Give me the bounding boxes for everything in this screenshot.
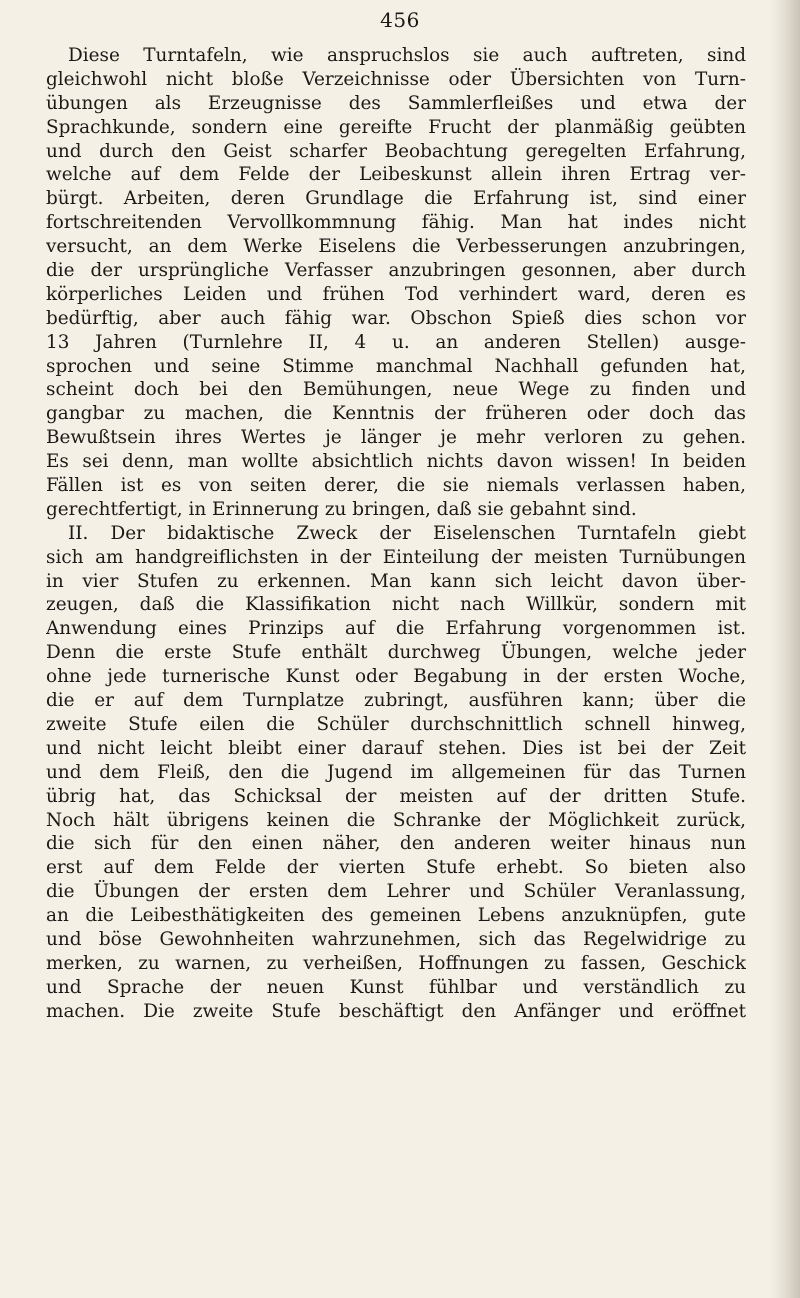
text-line: bedürftig, aber auch fähig war. Obschon Spieß dies schon vor (46, 307, 746, 329)
text-line: und dem Fleiß, den die Jugend im allgemeinen für das Turnen (46, 761, 746, 783)
text-line: sprochen und seine Stimme manchmal Nachhall gefunden hat, (46, 355, 746, 377)
text-line: welche auf dem Felde der Leibeskunst allein ihren Ertrag ver- (46, 164, 746, 186)
text-line: ohne jede turnerische Kunst oder Begabung in der ersten Woche, (46, 666, 746, 688)
text-line: sich am handgreiflichsten in der Einteilung der meisten Turnübungen (46, 546, 746, 568)
text-line: die er auf dem Turnplatze zubringt, ausführen kann; über die (46, 690, 746, 712)
text-line: zeugen, daß die Klassifikation nicht nach Willkür, sondern mit (46, 594, 746, 616)
text-line: gerechtfertigt, in Erinnerung zu bringen, daß sie gebahnt sind. (46, 498, 637, 520)
page-edge-shadow (770, 0, 800, 1298)
text-line: die Übungen der ersten dem Lehrer und Schüler Veranlassung, (46, 881, 746, 903)
text-line: und böse Gewohnheiten wahrzunehmen, sich das Regelwidrige zu (46, 928, 746, 950)
text-line: versucht, an dem Werke Eiselens die Verbesserungen anzubringen, (46, 236, 746, 258)
text-line: 13 Jahren (Turnlehre II, 4 u. an anderen Stellen) ausge- (46, 331, 746, 353)
text-line: übrig hat, das Schicksal der meisten auf der dritten Stufe. (46, 785, 746, 807)
text-line: die sich für den einen näher, den anderen weiter hinaus nun (46, 833, 746, 855)
text-line: merken, zu warnen, zu verheißen, Hoffnungen zu fassen, Geschick (46, 952, 746, 974)
text-line: übungen als Erzeugnisse des Sammlerfleißes und etwa der (46, 92, 746, 114)
text-line: Sprachkunde, sondern eine gereifte Frucht der planmäßig geübten (46, 116, 746, 138)
text-line: Noch hält übrigens keinen die Schranke der Möglichkeit zurück, (46, 809, 746, 831)
text-line: und Sprache der neuen Kunst fühlbar und verständlich zu (46, 976, 746, 998)
text-line: in vier Stufen zu erkennen. Man kann sich leicht davon über- (46, 570, 746, 592)
text-line: II. Der bidaktische Zweck der Eiselenschen Turntafeln giebt (68, 522, 746, 544)
page-number: 456 (380, 8, 420, 32)
text-line: gleichwohl nicht bloße Verzeichnisse oder Übersichten von Turn- (46, 68, 746, 90)
text-line: Anwendung eines Prinzips auf die Erfahrung vorgenommen ist. (46, 618, 746, 640)
text-line: körperliches Leiden und frühen Tod verhindert ward, deren es (46, 283, 746, 305)
text-line: gangbar zu machen, die Kenntnis der früheren oder doch das (46, 403, 746, 425)
text-line: an die Leibesthätigkeiten des gemeinen Lebens anzuknüpfen, gute (46, 905, 746, 927)
text-line: scheint doch bei den Bemühungen, neue Wege zu finden und (46, 379, 746, 401)
text-line: und durch den Geist scharfer Beobachtung geregelten Erfahrung, (46, 140, 746, 162)
text-line: Diese Turntafeln, wie anspruchslos sie auch auftreten, sind (68, 45, 746, 66)
text-line: erst auf dem Felde der vierten Stufe erhebt. So bieten also (46, 857, 746, 879)
text-line: und nicht leicht bleibt einer darauf stehen. Dies ist bei der Zeit (46, 737, 746, 759)
text-line: die der ursprüngliche Verfasser anzubringen gesonnen, aber durch (46, 260, 746, 282)
text-line: fortschreitenden Vervollkommnung fähig. Man hat indes nicht (46, 212, 746, 234)
text-line: machen. Die zweite Stufe beschäftigt den Anfänger und eröffnet (46, 1000, 746, 1022)
text-line: bürgt. Arbeiten, deren Grundlage die Erfahrung ist, sind einer (46, 188, 746, 210)
text-line: zweite Stufe eilen die Schüler durchschnittlich schnell hinweg, (46, 713, 746, 735)
text-line: Es sei denn, man wollte absichtlich nichts davon wissen! In beiden (46, 451, 746, 473)
body-text (46, 44, 746, 1294)
text-line: Fällen ist es von seiten derer, die sie niemals verlassen haben, (46, 475, 746, 497)
text-line: Denn die erste Stufe enthält durchweg Übungen, welche jeder (46, 642, 746, 664)
text-line: Bewußtsein ihres Wertes je länger je mehr verloren zu gehen. (46, 427, 746, 449)
